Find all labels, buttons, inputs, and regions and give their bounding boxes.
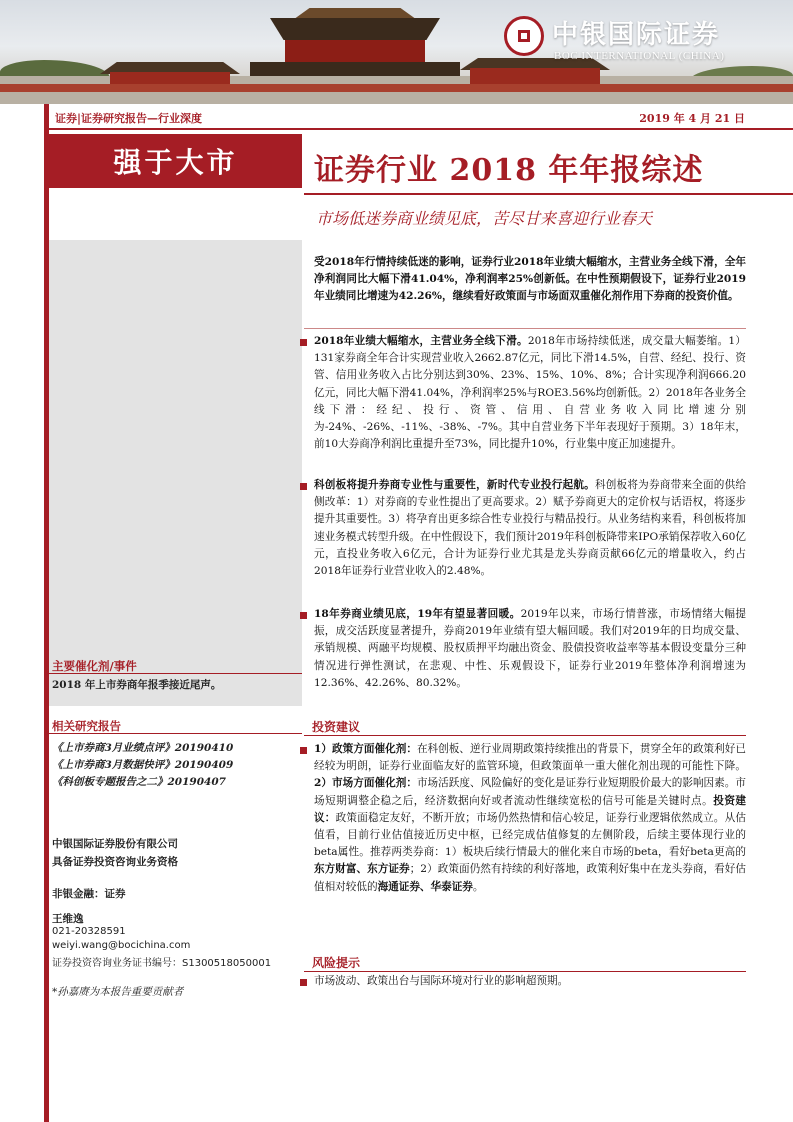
finding-lead: 2018年业绩大幅缩水，主营业务全线下滑。 [314, 335, 528, 347]
banner-wall [0, 84, 793, 92]
bullet-icon [300, 979, 307, 986]
brand-name-cn: 中银国际证券 [552, 20, 721, 50]
analyst-phone: 021-20328591 [52, 926, 126, 937]
report-link[interactable]: 《上市券商3月业绩点评》20190410 [52, 742, 234, 754]
analyst-license: 证券投资咨询业务证书编号：S1300518050001 [52, 958, 272, 969]
section-divider [304, 971, 746, 972]
finding-lead: 18年券商业绩见底，19年有望显著回暖。 [314, 608, 521, 620]
invest-lead: 投资建议： [314, 794, 747, 824]
stock-picks: 东方财富、东方证券 [314, 863, 410, 876]
contributor-note: *孙嘉赓为本报告重要贡献者 [52, 986, 184, 998]
page-title: 证券行业 2018 年年报综述 [314, 153, 704, 188]
invest-lead: 2）市场方面催化剂： [314, 777, 417, 790]
banner-eave [270, 18, 440, 40]
report-link[interactable]: 《科创板专题报告之二》20190407 [52, 776, 226, 788]
banner-eave [250, 62, 460, 76]
boc-logo-icon [504, 16, 544, 56]
finding-text: 2019年以来，市场行情普涨，市场情绪大幅提振，成交活跃度显著提升，券商2019年业绩有望大幅回暖。我们对2019年的日均成交量、承销规模、两融平均规模、股权质押平均融出资金、股债投资收益率等基本假设变量分三种情况进行弹性测试，在悲观、中性、乐观假设下，证券行业2019年整体净利润增速为12.36%、42.26%、80.32%。 [314, 608, 746, 689]
bullet-icon [300, 747, 307, 754]
summary-divider [304, 328, 746, 329]
bullet-icon [300, 483, 307, 490]
company-name: 中银国际证券股份有限公司 [52, 838, 178, 850]
rating-badge: 强于大市 [49, 134, 302, 188]
report-category: 证券|证券研究报告—行业深度 [55, 112, 203, 125]
sidebar-divider [49, 673, 302, 674]
sidebar-panel [49, 240, 302, 706]
bullet-icon [300, 339, 307, 346]
finding-text: 2018年市场持续低迷，成交量大幅萎缩。1）131家券商全年合计实现营业收入2662.87亿元，同比下滑14.5%，自营、经纪、投行、资管、信用业务收入占比分别达到30%、23%、15%、10%、8%；合计实现净利润666.20亿元，同比大幅下滑41.04%，净利润率25%与ROE3.56%均创新低。2）2018年各业务全线下滑：经纪、投行、资管、信用、自营业务收入同比增速分别为-24%、-26%、-11%、-38%、-7%。其中自营业务下半年表现好于预期。3）18年末，前10大券商净利润比重提升至73%，同比提升10%，行业集中度正加速提升。 [314, 335, 746, 451]
catalyst-text: 2018 年上市券商年报季接近尾声。 [52, 679, 222, 691]
report-link[interactable]: 《上市券商3月数据快评》20190409 [52, 759, 234, 771]
catalyst-heading: 主要催化剂/事件 [52, 659, 137, 673]
company-qualification: 具备证券投资咨询业务资格 [52, 856, 178, 868]
title-divider [304, 193, 793, 195]
invest-text: 在科创板、逆行业周期政策持续推出的背景下，贯穿全年的政策利好已经较为明朗，证券行业面临友好的监管环境，但政策面单一重大催化剂出现的可能性下降。 [314, 743, 746, 773]
invest-text: 。 [472, 880, 484, 893]
info-bar [49, 106, 793, 130]
brand-name-en: BOC INTERNATIONAL (CHINA) [554, 50, 725, 62]
finding-paragraph [314, 606, 746, 692]
risk-heading: 风险提示 [312, 956, 361, 970]
bullet-icon [300, 612, 307, 619]
invest-paragraph [314, 741, 746, 896]
risk-text: 市场波动、政策出台与国际环境对行业的影响超预期。 [314, 975, 569, 987]
analyst-email[interactable]: weiyi.wang@bocichina.com [52, 940, 191, 951]
finding-text: 科创板将为券商带来全面的供给侧改革：1）对券商的专业性提出了更高要求。2）赋予券商更大的定价权与话语权，将逐步提升其重要性。3）将孕育出更多综合性专业投行与精品投行。从业务结构来看，科创板将加速业务模式转型升级。在中性假设下，我们预计2019年科创板降带来IPO承销保荐收入60亿元，直投业务收入6亿元，合计为证券行业尤其是龙头券商贡献66亿元的增量收入，约占2018年证券行业营业收入的2.48%。 [314, 479, 746, 578]
invest-heading: 投资建议 [312, 720, 361, 734]
invest-text: ；2）政策面仍然有持续的利好落地，政策利好集中在龙头券商，看好估值相对较低的 [314, 863, 747, 893]
page-subtitle: 市场低迷券商业绩见底，苦尽甘来喜迎行业春天 [316, 209, 653, 228]
finding-paragraph [314, 477, 746, 580]
finding-lead: 科创板将提升券商专业性与重要性，新时代专业投行起航。 [314, 479, 595, 491]
sector-label: 非银金融：证券 [52, 888, 126, 900]
invest-text: 政策面稳定友好，不断开放；市场仍然热情和信心较足，证券行业逻辑依然成立。从估值看，目前行业估值接近历史中枢，已经完成估值修复的左侧阶段，后续主要体现行业的beta属性。推荐两类券商：1）板块后续行情最大的催化来自市场的beta，看好beta更高的 [314, 811, 747, 859]
sidebar-divider [49, 733, 302, 734]
section-divider [304, 735, 746, 736]
summary-paragraph: 受2018年行情持续低迷的影响，证券行业2018年业绩大幅缩水，主营业务全线下滑，全年净利润同比大幅下滑41.04%，净利润率25%创新低。在中性预期假设下，证券行业2019年业绩同比增速为42.26%，继续看好政策面与市场面双重催化剂作用下券商的投资价值。 [314, 256, 746, 303]
invest-text: 市场活跃度、风险偏好的变化是证券行业短期股价最大的影响因素。市场短期调整企稳之后，经济数据向好或者流动性继续宽松的信号可能是关键时点。 [314, 777, 746, 807]
stock-picks: 海通证券、华泰证券 [377, 880, 473, 893]
report-date: 2019 年 4 月 21 日 [639, 112, 745, 125]
analyst-name: 王维逸 [52, 913, 84, 925]
invest-lead: 1）政策方面催化剂： [314, 743, 417, 755]
reports-heading: 相关研究报告 [52, 719, 121, 733]
finding-paragraph [314, 333, 746, 453]
